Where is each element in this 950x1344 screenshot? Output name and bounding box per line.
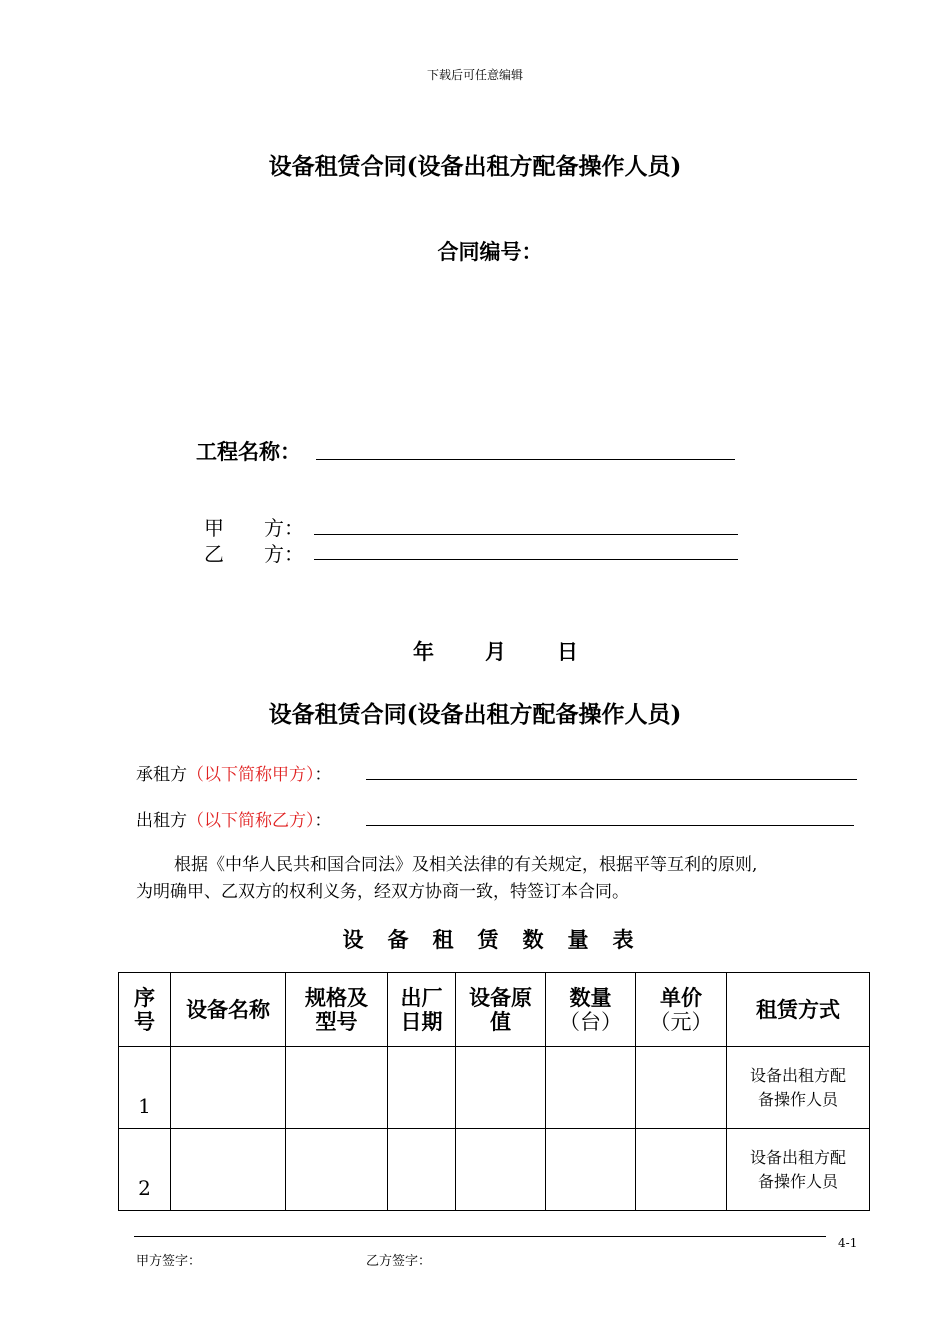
cell-seq: 1: [119, 1047, 171, 1129]
header-seq: 序 号: [119, 973, 171, 1047]
cell-name[interactable]: [171, 1047, 286, 1129]
lessor-field[interactable]: [366, 825, 854, 826]
table-title: 设备租赁数量表: [342, 927, 658, 952]
lessee-row: [136, 760, 332, 785]
cell-seq: 2: [119, 1129, 171, 1211]
footer-divider: [134, 1236, 826, 1237]
cell-date[interactable]: [388, 1129, 456, 1211]
lessee-field[interactable]: [366, 779, 857, 780]
equipment-table: [118, 972, 870, 1211]
party-b-label: 乙 方：: [204, 542, 304, 566]
header-name: 设备名称: [171, 973, 286, 1047]
date-row: [413, 636, 578, 666]
lessor-label: 出租方: [136, 811, 187, 831]
date-day: 日: [557, 639, 578, 664]
lessee-label: 承租方: [136, 765, 187, 785]
intro-line-1: 根据《中华人民共和国合同法》及相关法律的有关规定，根据平等互利的原则,: [174, 855, 758, 875]
header-price: 单价 （元）: [636, 973, 727, 1047]
header-mode: 租赁方式: [727, 973, 870, 1047]
contract-title: 设备租赁合同(设备出租方配备操作人员): [268, 153, 682, 180]
lessor-row: [136, 806, 332, 831]
table-header-row: [119, 973, 870, 1047]
contract-title-secondary: 设备租赁合同(设备出租方配备操作人员): [268, 701, 682, 728]
cell-value[interactable]: [456, 1129, 546, 1211]
header-spec: 规格及 型号: [286, 973, 388, 1047]
header-value: 设备原 值: [456, 973, 546, 1047]
party-a-signature-label: 甲方签字：: [136, 1254, 202, 1269]
cell-spec[interactable]: [286, 1047, 388, 1129]
date-month: 月: [485, 639, 506, 664]
contract-number-label: 合同编号：: [437, 239, 543, 264]
party-b-signature-label: 乙方签字：: [366, 1254, 432, 1269]
cell-mode: 设备出租方配 备操作人员: [727, 1129, 870, 1211]
intro-paragraph: [136, 852, 856, 906]
cell-mode: 设备出租方配 备操作人员: [727, 1047, 870, 1129]
header-qty: 数量 （台）: [546, 973, 636, 1047]
party-a-field[interactable]: [314, 534, 738, 535]
cell-value[interactable]: [456, 1047, 546, 1129]
cell-price[interactable]: [636, 1047, 727, 1129]
lessor-note: （以下简称乙方）: [187, 811, 315, 831]
header-date: 出厂 日期: [388, 973, 456, 1047]
table-row: [119, 1047, 870, 1129]
cell-qty[interactable]: [546, 1047, 636, 1129]
cell-price[interactable]: [636, 1129, 727, 1211]
cell-spec[interactable]: [286, 1129, 388, 1211]
header-note: 下载后可任意编辑: [426, 68, 523, 82]
party-b-field[interactable]: [314, 559, 738, 560]
lessor-colon: ：: [314, 811, 332, 831]
cell-date[interactable]: [388, 1047, 456, 1129]
cell-qty[interactable]: [546, 1129, 636, 1211]
cell-name[interactable]: [171, 1129, 286, 1211]
lessee-note: （以下简称甲方）: [187, 765, 315, 785]
table-row: [119, 1129, 870, 1211]
page-number: 4-1: [838, 1236, 858, 1250]
project-name-label: 工程名称：: [196, 439, 301, 464]
date-year: 年: [413, 639, 434, 664]
lessee-colon: ：: [314, 765, 332, 785]
project-name-field[interactable]: [316, 459, 735, 460]
intro-line-2: 为明确甲、乙双方的权利义务，经双方协商一致，特签订本合同。: [136, 882, 629, 902]
party-a-label: 甲 方：: [204, 516, 304, 540]
